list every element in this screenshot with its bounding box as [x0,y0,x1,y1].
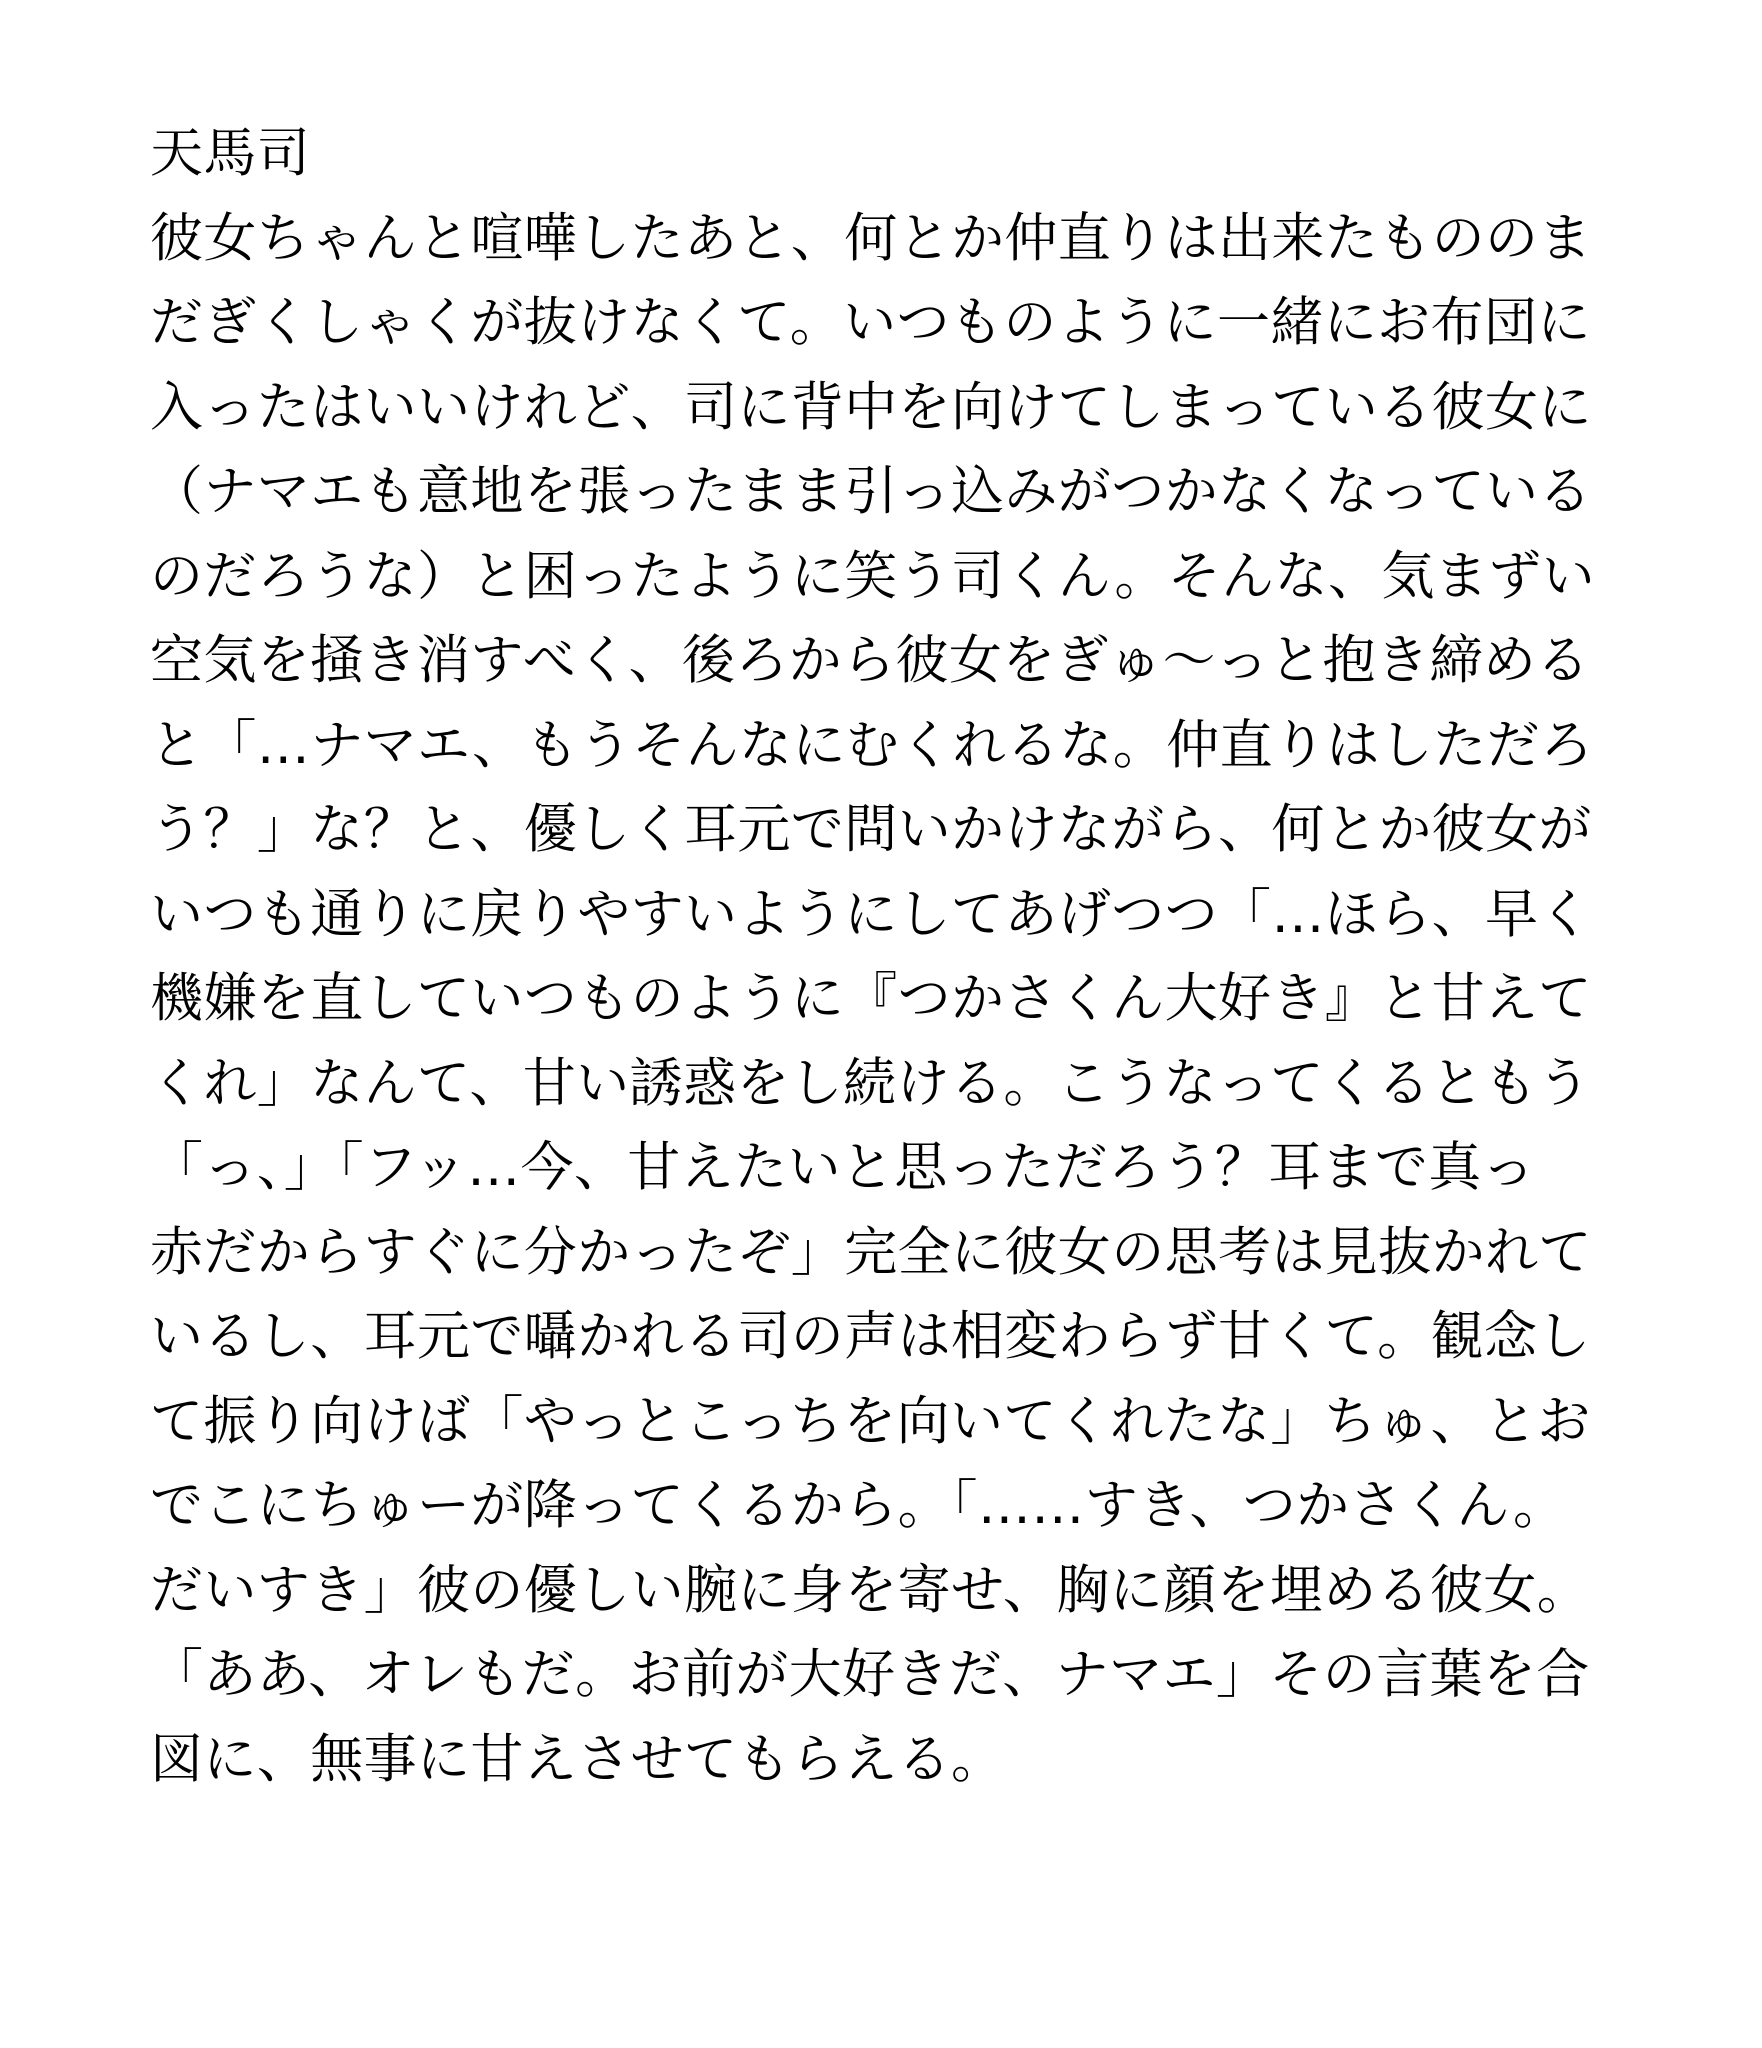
text-line: いるし、耳元で囁かれる司の声は相変わらず甘くて。観念し [150,1306,1591,1367]
text-line: くれ」なんて、甘い誘惑をし続ける。こうなってくるともう [150,1052,1591,1114]
text-line: 「っ、」「フッ…今、甘えたいと思っただろう？耳まで真っ [150,1137,1536,1198]
text-line: 空気を掻き消すべく、後ろから彼女をぎゅ〜っと抱き締める [150,630,1590,691]
text-line: でこにちゅーが降ってくるから。「……すき、つかさくん。 [150,1475,1567,1536]
document-title: 天馬司 [150,123,311,184]
text-line: （ナマエも意地を張ったまま引っ込みがつかなくなっている [150,461,1592,522]
text-line: う？」な？と、優しく耳元で問いかけながら、何とか彼女が [150,799,1592,860]
text-line: と「…ナマエ、もうそんなにむくれるな。仲直りはしただろ [150,714,1594,776]
text-line: て振り向けば「やっとこっちを向いてくれたな」ちゅ、とお [150,1390,1591,1452]
text-body [150,112,1620,1802]
text-line: のだろうな）と困ったように笑う司くん。そんな、気まずい [150,545,1595,607]
text-line: だぎくしゃくが抜けなくて。いつものように一緒にお布団に [150,292,1591,353]
text-line: 「ああ、オレもだ。お前が大好きだ、ナマエ」その言葉を合 [150,1644,1590,1705]
text-line: 彼女ちゃんと喧嘩したあと、何とか仲直りは出来たもののま [150,207,1592,269]
text-line: いつも通りに戻りやすいようにしてあげつつ「…ほら、早く [150,883,1592,945]
text-line: 図に、無事に甘えさせてもらえる。 [150,1728,1005,1790]
text-line: 入ったはいいけれど、司に背中を向けてしまっている彼女に [150,376,1592,438]
text-line: だいすき」彼の優しい腕に身を寄せ、胸に顔を埋める彼女。 [150,1559,1591,1621]
text-line: 機嫌を直していつものように『つかさくん大好き』と甘えて [150,968,1592,1029]
text-line: 赤だからすぐに分かったぞ」完全に彼女の思考は見抜かれて [150,1221,1592,1283]
